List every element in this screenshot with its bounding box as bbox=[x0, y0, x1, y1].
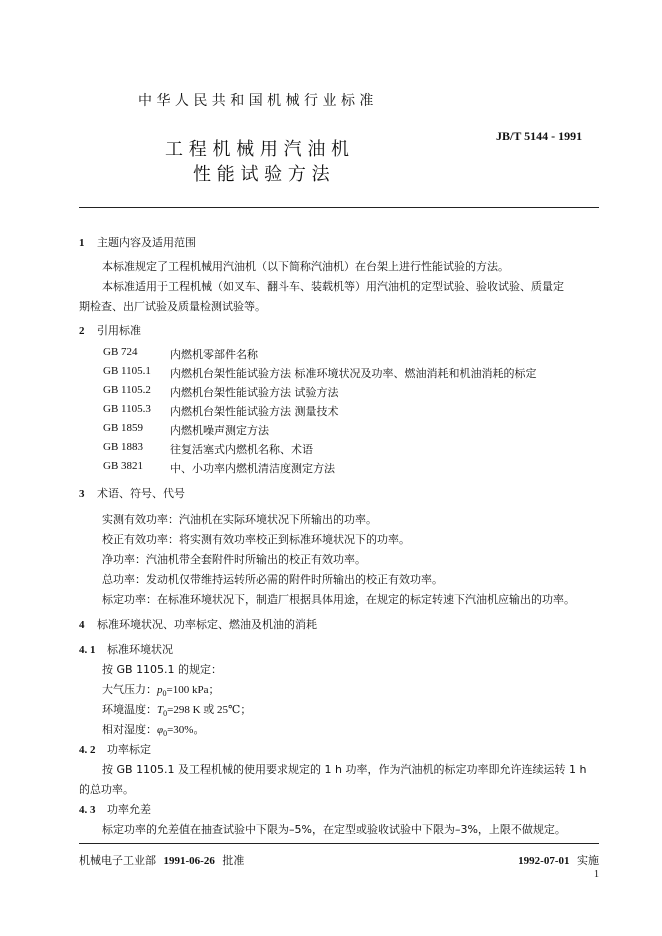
section-number: 4 bbox=[79, 619, 85, 631]
footer-rule bbox=[79, 843, 599, 844]
humidity-subscript: 0 bbox=[163, 729, 168, 739]
section-1-heading bbox=[79, 234, 196, 250]
reference-title: 内燃机零部件名称 bbox=[170, 348, 258, 361]
standard-number: JB/T 5144 - 1991 bbox=[496, 129, 583, 143]
reference-title: 内燃机台架性能试验方法 标准环境状况及功率、燃油消耗和机油消耗的标定 bbox=[170, 367, 537, 380]
approval-word: 批准 bbox=[222, 854, 245, 867]
section-title: 主题内容及适用范围 bbox=[97, 236, 196, 249]
section-title: 标准环境状况、功率标定、燃油及机油的消耗 bbox=[97, 618, 317, 631]
implementation-info bbox=[518, 852, 599, 868]
paragraph: 标定功率的允差值在抽查试验中下限为–5%，在定型或验收试验中下限为–3%，上限不做规定。 bbox=[102, 823, 566, 836]
document-title-line2: 性 能 试 验 方 法 bbox=[193, 164, 330, 185]
pressure-symbol: p bbox=[157, 684, 163, 696]
subsection-4-2-heading bbox=[79, 741, 151, 757]
reference-code: GB 1105.2 bbox=[103, 384, 151, 396]
section-number: 2 bbox=[79, 325, 85, 337]
subsection-title: 功率允差 bbox=[107, 803, 151, 816]
header-rule bbox=[79, 207, 599, 208]
implementation-word: 实施 bbox=[577, 854, 599, 867]
temperature-line bbox=[102, 701, 251, 718]
pressure-subscript: 0 bbox=[162, 689, 167, 699]
issuing-authority: 中 华 人 民 共 和 国 机 械 行 业 标 准 bbox=[138, 93, 374, 109]
subsection-number: 4. 3 bbox=[79, 804, 96, 816]
pressure-line bbox=[102, 681, 219, 698]
subsection-4-1-heading bbox=[79, 641, 173, 657]
temperature-value: =298 K 或 25℃； bbox=[167, 704, 252, 716]
subsection-4-3-heading bbox=[79, 801, 151, 817]
section-3-heading bbox=[79, 485, 185, 501]
subsection-title: 功率标定 bbox=[107, 743, 151, 756]
reference-title: 内燃机台架性能试验方法 测量技术 bbox=[170, 405, 339, 418]
approver: 机械电子工业部 bbox=[79, 854, 156, 867]
section-2-heading bbox=[79, 322, 141, 338]
reference-code: GB 1105.3 bbox=[103, 403, 151, 415]
term-definition: 总功率：发动机仅带维持运转所必需的附件时所输出的校正有效功率。 bbox=[102, 573, 443, 586]
document-title-line1: 工 程 机 械 用 汽 油 机 bbox=[165, 139, 350, 160]
approval-date: 1991-06-26 bbox=[163, 855, 215, 867]
reference-code: GB 3821 bbox=[103, 460, 144, 472]
paragraph: 期检查、出厂试验及质量检测试验等。 bbox=[79, 300, 266, 313]
reference-title: 往复活塞式内燃机名称、术语 bbox=[170, 443, 313, 456]
term-definition: 校正有效功率：将实测有效功率校正到标准环境状况下的功率。 bbox=[102, 533, 410, 546]
section-title: 术语、符号、代号 bbox=[97, 487, 185, 500]
pressure-value: =100 kPa； bbox=[166, 684, 220, 696]
humidity-line bbox=[102, 721, 204, 738]
pressure-label: 大气压力： bbox=[102, 683, 157, 696]
temperature-subscript: 0 bbox=[163, 709, 168, 719]
term-definition: 净功率：汽油机带全套附件时所输出的校正有效功率。 bbox=[102, 553, 366, 566]
subsection-title: 标准环境状况 bbox=[107, 643, 173, 656]
page-number: 1 bbox=[594, 869, 599, 880]
reference-title: 内燃机噪声测定方法 bbox=[170, 424, 269, 437]
temperature-symbol: T bbox=[157, 704, 164, 716]
paragraph: 的总功率。 bbox=[79, 783, 134, 796]
humidity-symbol: φ bbox=[157, 724, 164, 736]
reference-title: 内燃机台架性能试验方法 试验方法 bbox=[170, 386, 339, 399]
humidity-label: 相对湿度： bbox=[102, 723, 157, 736]
paragraph: 按 GB 1105.1 及工程机械的使用要求规定的 1 h 功率，作为汽油机的标定功率即允许连续运转 1 h bbox=[102, 763, 587, 776]
humidity-value: =30%。 bbox=[167, 724, 205, 736]
temperature-label: 环境温度： bbox=[102, 703, 157, 716]
term-definition: 实测有效功率：汽油机在实际环境状况下所输出的功率。 bbox=[102, 513, 377, 526]
term-definition: 标定功率：在标准环境状况下，制造厂根据具体用途，在规定的标定转速下汽油机应输出的功率。 bbox=[102, 593, 575, 606]
section-number: 1 bbox=[79, 237, 85, 249]
implementation-date: 1992-07-01 bbox=[518, 855, 570, 867]
section-4-heading bbox=[79, 616, 317, 632]
approval-info bbox=[79, 852, 244, 868]
reference-code: GB 1105.1 bbox=[103, 365, 151, 377]
reference-title: 中、小功率内燃机清洁度测定方法 bbox=[170, 462, 335, 475]
section-title: 引用标准 bbox=[97, 324, 141, 337]
paragraph: 本标准规定了工程机械用汽油机（以下简称汽油机）在台架上进行性能试验的方法。 bbox=[102, 260, 509, 273]
paragraph: 本标准适用于工程机械（如叉车、翻斗车、装载机等）用汽油机的定型试验、验收试验、质量定 bbox=[102, 280, 564, 293]
subsection-number: 4. 2 bbox=[79, 744, 96, 756]
subsection-number: 4. 1 bbox=[79, 644, 96, 656]
paragraph: 按 GB 1105.1 的规定： bbox=[102, 663, 223, 676]
reference-code: GB 1883 bbox=[103, 441, 144, 453]
reference-code: GB 724 bbox=[103, 346, 138, 358]
section-number: 3 bbox=[79, 488, 85, 500]
reference-code: GB 1859 bbox=[103, 422, 144, 434]
